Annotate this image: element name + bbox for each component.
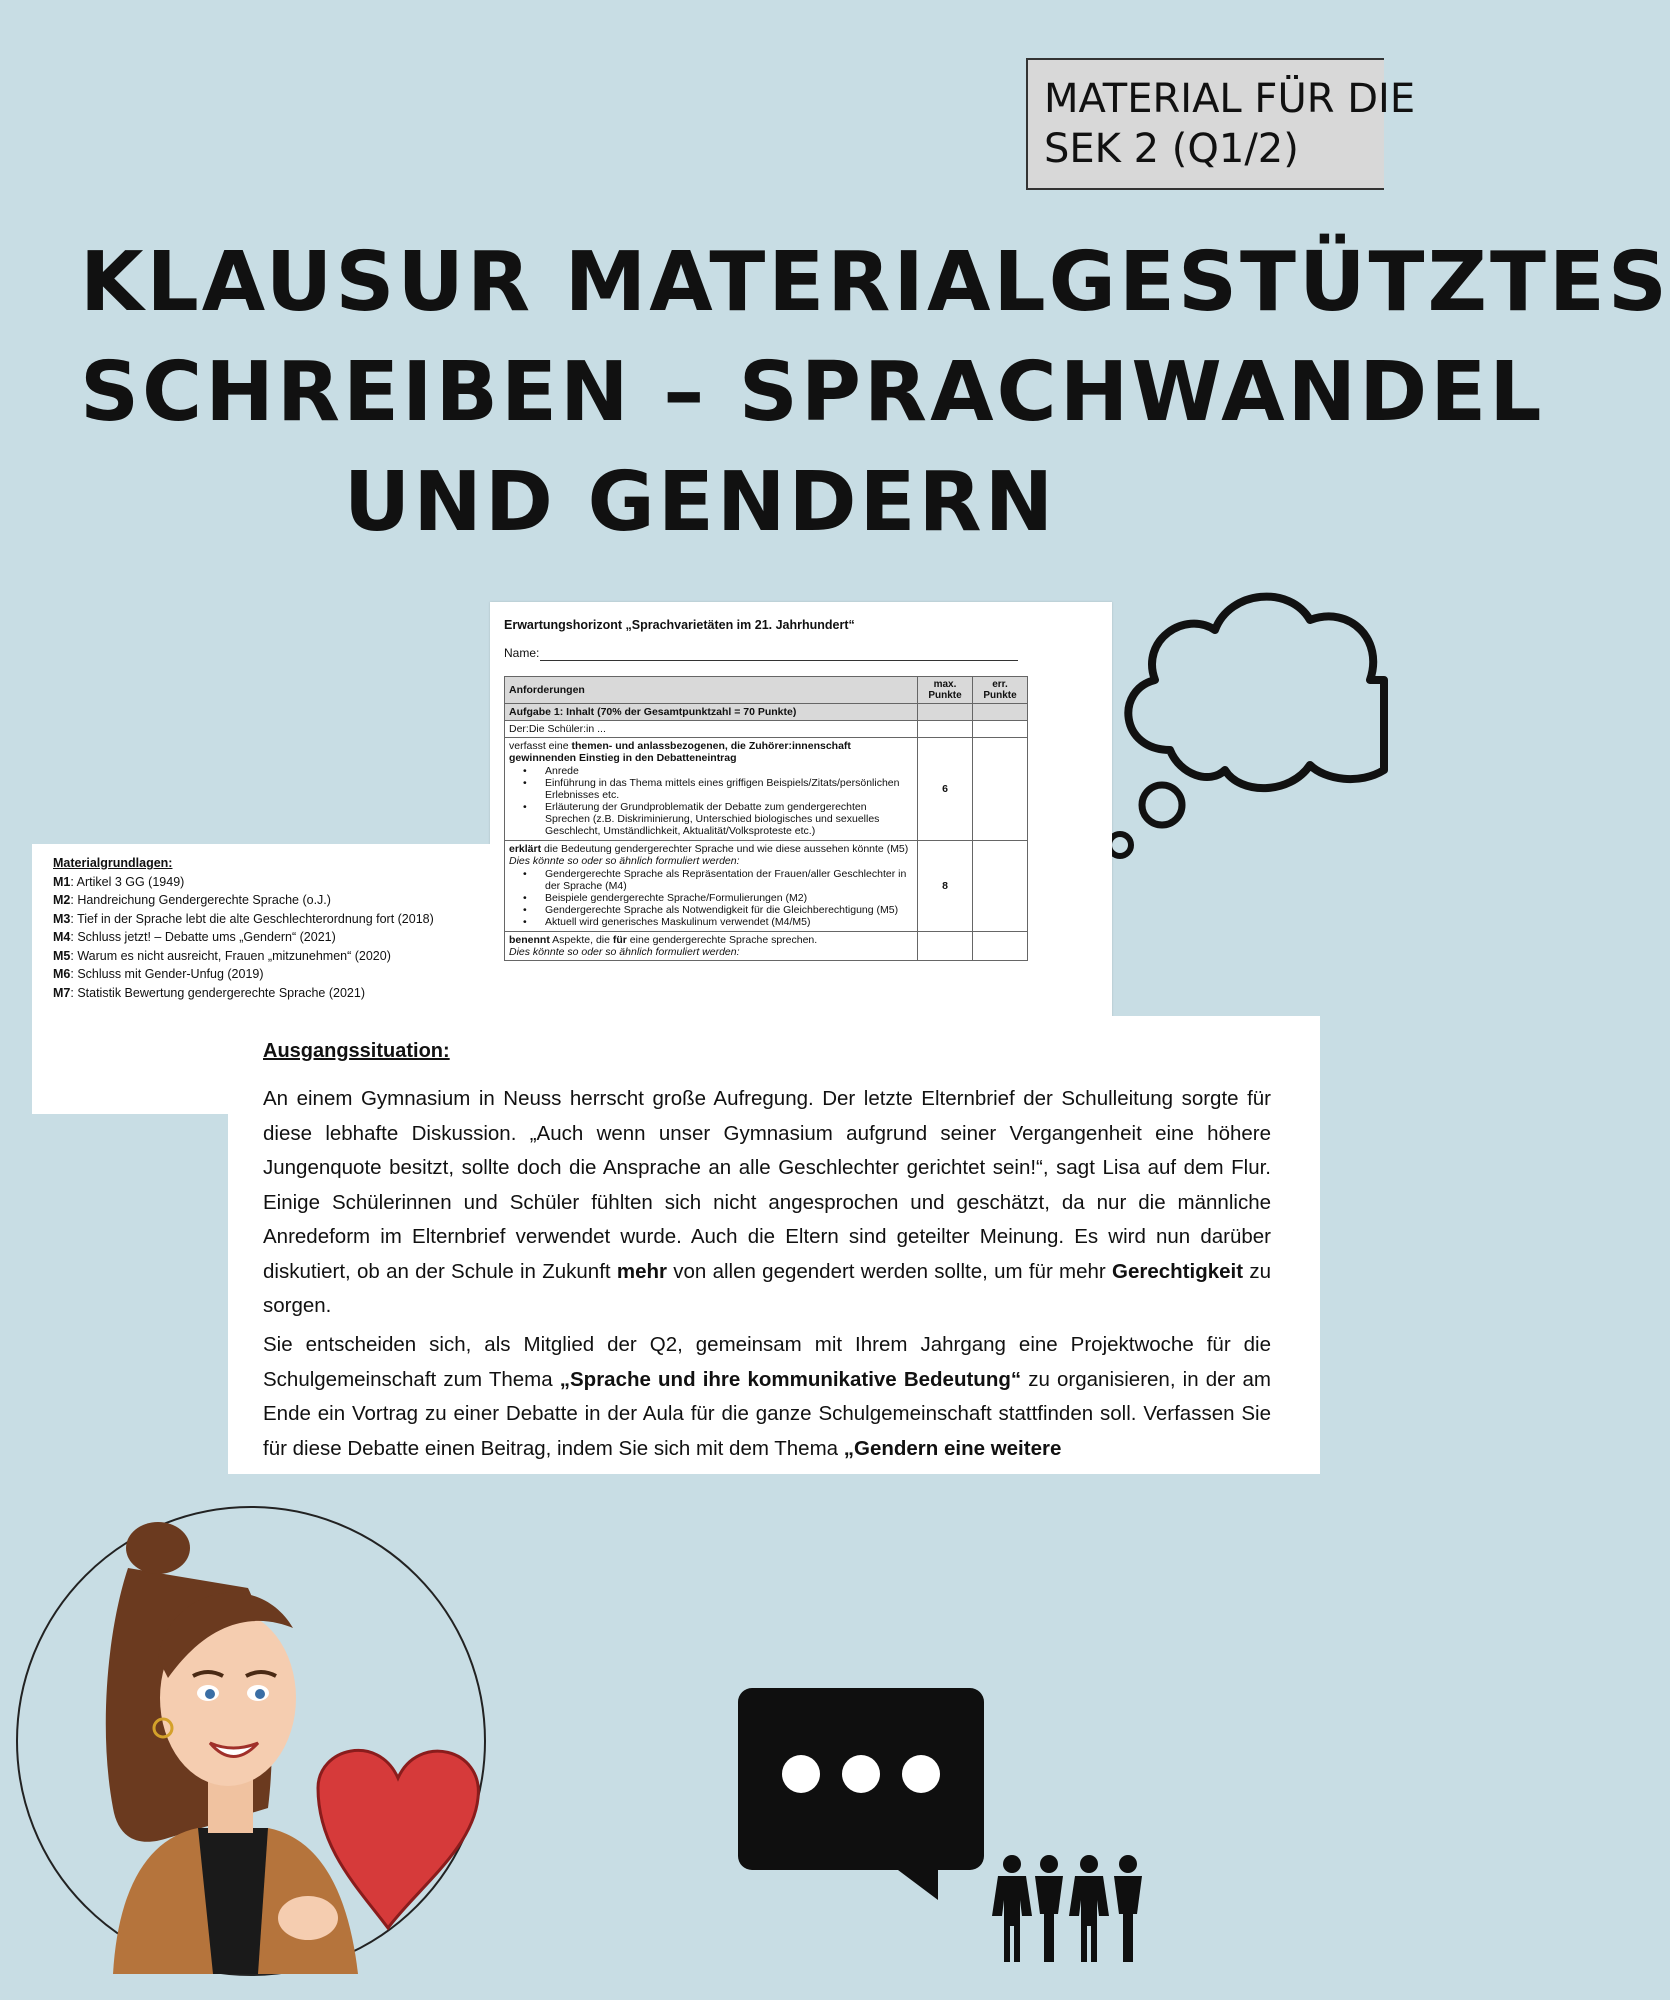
eh-table	[504, 676, 1028, 961]
eh-aufgabe: Aufgabe 1: Inhalt (70% der Gesamtpunktzahl = 70 Punkte)	[505, 704, 918, 721]
title-line-1: KLAUSUR MATERIALGESTÜTZTES	[80, 235, 1670, 330]
people-group-icon	[992, 1854, 1152, 1964]
list-item: • Anrede	[545, 765, 913, 777]
mat-heading: Materialgrundlagen:	[53, 856, 173, 870]
thought-cloud-icon	[1100, 570, 1384, 870]
list-item: • Gendergerechte Sprache als Repräsentation der Frauen/aller Geschlechter in der Sprache (M4)	[545, 868, 913, 892]
aus-heading: Ausgangssituation:	[263, 1040, 450, 1062]
list-item: M3: Tief in der Sprache lebt die alte Geschlechterordnung fort (2018)	[53, 911, 434, 926]
eh-name-label: Name:	[504, 646, 540, 660]
eh-row-2-points: 8	[918, 841, 973, 932]
list-item: • Aktuell wird generisches Maskulinum verwendet (M4/M5)	[545, 916, 913, 928]
eh-col-anforderungen: Anforderungen	[505, 677, 918, 704]
badge-line-2: SEK 2 (Q1/2)	[1044, 126, 1299, 172]
eh-col-max: max. Punkte	[918, 677, 973, 704]
aus-paragraph-2: Sie entscheiden sich, als Mitglied der Q2, gemeinsam mit Ihrem Jahrgang eine Projektwoche für die Schulgemeinschaft zum Thema „Sprache und ihre kommunikative Bedeutung“ zu organisieren, in der am Ende ein Vortrag zu einer Debatte in der Aula für die ganze Schulgemeinschaft stattfinden soll. Verfassen Sie für diese Debatte einen Beitrag, indem Sie sich mit dem Thema „Gendern eine weitere	[263, 1333, 1271, 1460]
eh-title: Erwartungshorizont „Sprachvarietäten im 21. Jahrhundert“	[504, 618, 855, 632]
eh-row-2: erklärt die Bedeutung gendergerechter Sprache und wie diese aussehen könnte (M5) Dies könnte so oder so ähnlich formuliert werden: • Gendergerechte Sprache als Repräsentation der Frauen/aller Geschlechter in der Sprache (M4) • Beispiele gendergerechte Sprache/Formulierungen (M2) • Gendergerechte Sprache als Notwendigkeit für die Gleichberechtigung (M5) • Aktuell wird generisches Maskulinum verwendet (M4/M5) 8	[505, 841, 1028, 932]
eh-col-err: err. Punkte	[973, 677, 1028, 704]
list-item: • Beispiele gendergerechte Sprache/Formulierungen (M2)	[545, 892, 913, 904]
list-item: M4: Schluss jetzt! – Debatte ums „Gendern“ (2021)	[53, 930, 336, 944]
eh-row-1-points: 6	[918, 738, 973, 841]
aus-paragraph-1: An einem Gymnasium in Neuss herrscht große Aufregung. Der letzte Elternbrief der Schulleitung sorgte für diese lebhafte Diskussion. „Auch wenn unser Gymnasium aufgrund seiner Vergangenheit eine höhere Jungenquote besitzt, sollte doch die Ansprache an alle Geschlechter gerichtet sein!“, sagt Lisa auf dem Flur. Einige Schülerinnen und Schüler fühlten sich nicht angesprochen und geschätzt, da nur die männliche Anredeform im Elternbrief verwendet wurde. Auch die Eltern sind geteilter Meinung. Es wird nun darüber diskutiert, ob an der Schule in Zukunft mehr von allen gegendert werden sollte, um für mehr Gerechtigkeit zu sorgen.	[263, 1087, 1271, 1317]
level-badge	[1026, 58, 1416, 190]
list-item: M6: Schluss mit Gender-Unfug (2019)	[53, 967, 264, 981]
eh-row-3: benennt Aspekte, die für eine gendergerechte Sprache sprechen. Dies könnte so oder so ähnlich formuliert werden:	[505, 932, 1028, 961]
speech-bubble-icon	[738, 1688, 984, 1900]
avatar-with-heart-icon	[18, 1508, 484, 1974]
avatar	[16, 1506, 486, 1976]
eh-intro: Der:Die Schüler:in ...	[505, 721, 918, 738]
badge-line-1: MATERIAL FÜR DIE	[1044, 76, 1416, 122]
title-line-2: SCHREIBEN – SPRACHWANDEL	[80, 345, 1545, 440]
ausgangssituation-snippet	[228, 1016, 1320, 1474]
list-item: M5: Warum es nicht ausreicht, Frauen „mitzunehmen“ (2020)	[53, 948, 391, 963]
title-line-3: UND GENDERN	[343, 455, 1057, 550]
erwartungshorizont-snippet	[490, 602, 1112, 1022]
list-item: • Gendergerechte Sprache als Notwendigkeit für die Gleichberechtigung (M5)	[545, 904, 913, 916]
list-item: M1: Artikel 3 GG (1949)	[53, 874, 185, 889]
eh-name-line	[540, 660, 1018, 661]
page-title	[80, 228, 1670, 558]
list-item: M7: Statistik Bewertung gendergerechte Sprache (2021)	[53, 985, 365, 1000]
list-item: M2: Handreichung Gendergerechte Sprache (o.J.)	[53, 893, 331, 907]
list-item: • Einführung in das Thema mittels eines griffigen Beispiels/Zitats/persönlichen Erlebnisses etc.	[545, 777, 913, 801]
eh-row-1: verfasst eine themen- und anlassbezogenen, die Zuhörer:innenschaft gewinnenden Einstieg in den Debatteneintrag • Anrede • Einführung in das Thema mittels eines griffigen Beispiels/Zitats/persönlichen Erlebnisses etc. • Erläuterung der Grundproblematik der Debatte zum gendergerechten Sprechen (z.B. Diskriminierung, Unterschied biologisches und sexuelles Geschlecht, Umständlichkeit, Aktualität/Volksproteste etc.) 6	[505, 738, 1028, 841]
list-item: • Erläuterung der Grundproblematik der Debatte zum gendergerechten Sprechen (z.B. Diskriminierung, Unterschied biologisches und sexuelles Geschlecht, Umständlichkeit, Aktualität/Volksproteste etc.)	[545, 801, 913, 837]
